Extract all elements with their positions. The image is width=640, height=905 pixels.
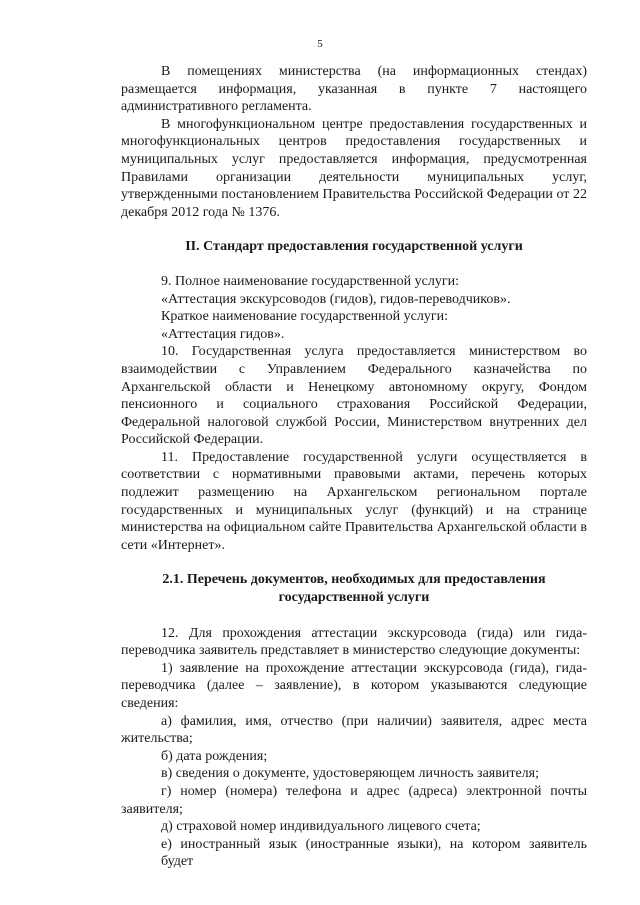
paragraph-mfc: В многофункциональном центре предоставления государственных и многофункциональных центров предоставления государственных и муниципальных услуг предоставляется информация, предусмотренная Правилами организации деятельности муниципальных услуг, утвержденными постановлением Правительства Российской Федерации от 22 декабря 2012 года № 1376. [121,116,587,220]
paragraph-10: 10. Государственная услуга предоставляется министерством во взаимодействии с Управлением Федерального казначейства по Архангельской области и Ненецкому автономному округу, Фондом пенсионного и социального страхования Российской Федерации, Федеральной налоговой службой России, Министерством внутренних дел Российской Федерации. [121,344,587,448]
subsection-heading [121,571,587,606]
subsection-heading-line-2: государственной услуги [278,590,430,606]
service-full-name: «Аттестация экскурсоводов (гидов), гидов-переводчиков». [161,291,511,307]
service-short-name: «Аттестация гидов». [161,326,285,342]
paragraph-12: 12. Для прохождения аттестации экскурсовода (гида) или гида-переводчика заявитель представляет в министерство следующие документы: [121,625,587,659]
item-v-identity-document: в) сведения о документе, удостоверяющем личность заявителя; [161,766,539,782]
item-e-foreign-language: е) иностранный язык (иностранные языки), на котором заявитель будет [161,836,587,870]
item-g-contacts: г) номер (номера) телефона и адрес (адреса) электронной почты заявителя; [121,783,587,817]
paragraph-11: 11. Предоставление государственной услуги осуществляется в соответствии с нормативными правовыми актами, перечень которых подлежит размещению на Архангельском региональном портале государственных и муниципальных услуг (функций) и на странице министерства на официальном сайте Правительства Архангельской области в сети «Интернет». [121,449,587,553]
item-b-birth-date: б) дата рождения; [161,748,268,764]
section-heading: II. Стандарт предоставления государственной услуги [185,239,523,255]
service-short-name-label: Краткое наименование государственной услуги: [161,309,448,325]
item-1-application: 1) заявление на прохождение аттестации экскурсовода (гида), гида-переводчика (далее – заявление), в котором указываются следующие сведения: [121,660,587,711]
service-full-name-label: 9. Полное наименование государственной услуги: [161,273,459,289]
paragraph-info-stands: В помещениях министерства (на информационных стендах) размещается информация, указанная в пункте 7 настоящего административного регламента. [121,64,587,115]
item-d-snils: д) страховой номер индивидуального лицевого счета; [161,819,481,835]
document-body [121,63,587,871]
subsection-heading-line-1: 2.1. Перечень документов, необходимых для предоставления [162,572,546,588]
item-a-name-address: а) фамилия, имя, отчество (при наличии) заявителя, адрес места жительства; [121,713,587,747]
page-number: 5 [317,38,323,50]
